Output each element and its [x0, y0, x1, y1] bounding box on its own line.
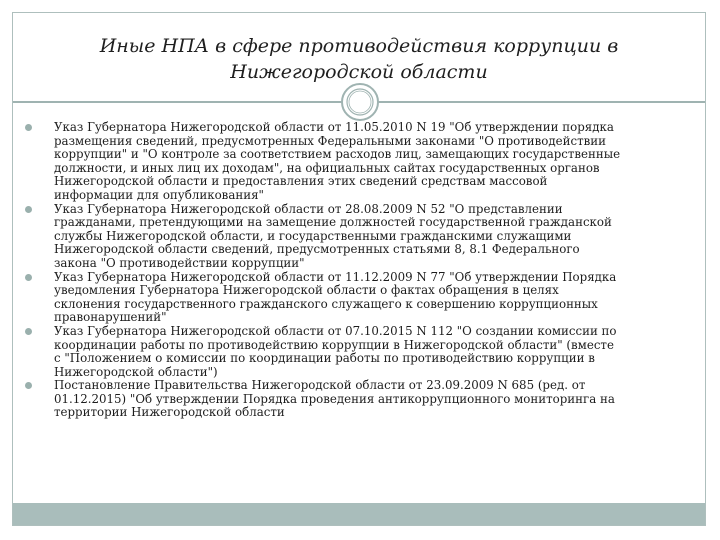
bullet-dot-icon [25, 382, 32, 389]
item-line: уведомления Губернатора Нижегородской области о фактах обращения в целях [54, 283, 559, 298]
item-line: с "Положением о комиссии по координации работы по противодействию коррупции в [54, 351, 595, 366]
list-item [22, 121, 682, 203]
item-line: территории Нижегородской области [54, 405, 285, 420]
bullet-dot-icon [25, 274, 32, 281]
list-item [22, 271, 682, 325]
document-list [22, 121, 682, 420]
item-line: Указ Губернатора Нижегородской области от 07.10.2015 N 112 "О создании комиссии по [54, 323, 617, 338]
item-line: коррупции" и "О контроле за соответствием расходов лиц, замещающих государственные [54, 147, 621, 162]
item-line: Нижегородской области сведений, предусмотренных статьями 8, 8.1 Федерального [54, 242, 580, 257]
item-line: гражданами, претендующими на замещение должностей государственной гражданской [54, 215, 612, 230]
item-line: службы Нижегородской области, и государственными гражданскими служащими [54, 228, 572, 243]
item-line: должности, и иных лиц их доходам", на официальных сайтах государственных органов [54, 160, 600, 175]
item-line: координации работы по противодействию коррупции в Нижегородской области" (вместе [54, 337, 614, 352]
list-item [22, 325, 682, 379]
bullet-dot-icon [25, 328, 32, 335]
item-line: склонения государственного гражданского служащего к совершению коррупционных [54, 296, 598, 311]
list-item [22, 379, 682, 420]
item-line: правонарушений" [54, 310, 167, 325]
footer-band [13, 503, 705, 525]
slide-title-line-1: Иные НПА в сфере противодействия коррупции в [99, 35, 619, 57]
item-line: Постановление Правительства Нижегородской области от 23.09.2009 N 685 (ред. от [54, 378, 586, 393]
item-line: Указ Губернатора Нижегородской области от 11.05.2010 N 19 "Об утверждении порядка [54, 120, 614, 134]
list-item [22, 203, 682, 271]
item-line: информации для опубликования" [54, 187, 264, 202]
item-line: Указ Губернатора Нижегородской области от 28.08.2009 N 52 "О представлении [54, 201, 563, 216]
bullet-dot-icon [25, 206, 32, 213]
bullet-dot-icon [25, 124, 32, 131]
double-ring-circle-icon [340, 82, 380, 122]
item-line: Указ Губернатора Нижегородской области от 11.12.2009 N 77 "Об утверждении Порядка [54, 269, 617, 284]
slide-title-line-2: Нижегородской области [230, 61, 488, 83]
item-line: Нижегородской области и предоставления этих сведений средствам массовой [54, 174, 548, 189]
item-line: Нижегородской области") [54, 364, 218, 379]
item-line: 01.12.2015) "Об утверждении Порядка проведения антикоррупционного мониторинга на [54, 391, 615, 406]
item-line: закона "О противодействии коррупции" [54, 255, 305, 270]
item-line: размещения сведений, предусмотренных Федеральными законами "О противодействии [54, 133, 606, 148]
slide-title [33, 33, 685, 85]
